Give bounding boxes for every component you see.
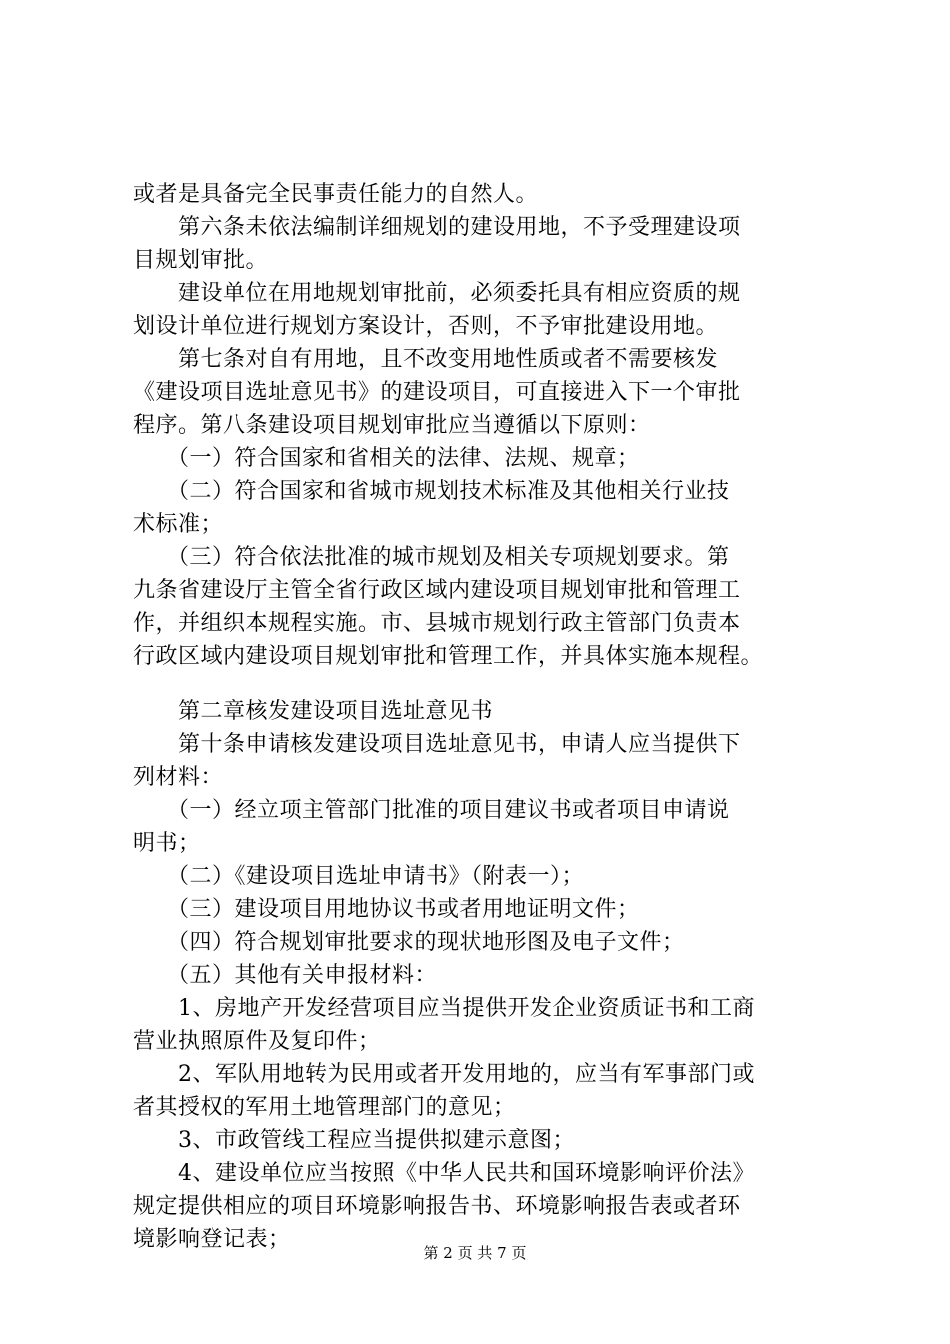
text-line: 《建设项目选址意见书》的建设项目，可直接进入下一个审批 bbox=[133, 380, 741, 405]
text-line: 目规划审批。 bbox=[133, 248, 269, 273]
text-line: （五）其他有关申报材料： bbox=[133, 963, 438, 988]
text-line: 九条省建设厅主管全省行政区域内建设项目规划审批和管理工 bbox=[133, 578, 741, 603]
chapter-heading: 第二章核发建设项目选址意见书 bbox=[133, 699, 494, 724]
text-line: （三）符合依法批准的城市规划及相关专项规划要求。第 bbox=[133, 545, 730, 570]
text-line: 营业执照原件及复印件； bbox=[133, 1029, 381, 1054]
text-line: 1、房地产开发经营项目应当提供开发企业资质证书和工商 bbox=[133, 996, 755, 1021]
text-line: 第十条申请核发建设项目选址意见书，申请人应当提供下 bbox=[133, 732, 741, 757]
text-line: （四）符合规划审批要求的现状地形图及电子文件； bbox=[133, 930, 685, 955]
text-line: 第六条未依法编制详细规划的建设用地，不予受理建设项 bbox=[133, 215, 741, 240]
text-line: （一）符合国家和省相关的法律、法规、规章； bbox=[133, 446, 640, 471]
text-line: 划设计单位进行规划方案设计，否则，不予审批建设用地。 bbox=[133, 314, 719, 339]
paragraph-gap bbox=[133, 673, 853, 695]
text-line: 术标准； bbox=[133, 512, 224, 537]
text-line: （二）《建设项目选址申请书》（附表一）； bbox=[133, 864, 585, 889]
text-line: 第七条对自有用地，且不改变用地性质或者不需要核发 bbox=[133, 347, 719, 372]
text-line: 规定提供相应的项目环境影响报告书、环境影响报告表或者环 bbox=[133, 1194, 741, 1219]
text-line: （一）经立项主管部门批准的项目建议书或者项目申请说 bbox=[133, 798, 730, 823]
text-line: 作，并组织本规程实施。市、县城市规划行政主管部门负责本 bbox=[133, 611, 741, 636]
text-line: 4、建设单位应当按照《中华人民共和国环境影响评价法》 bbox=[133, 1161, 755, 1186]
text-line: 程序。第八条建设项目规划审批应当遵循以下原则： bbox=[133, 413, 651, 438]
page-footer bbox=[0, 1243, 950, 1263]
text-line: 者其授权的军用土地管理部门的意见； bbox=[133, 1095, 516, 1120]
page-number: 第 2 页 共 7 页 bbox=[423, 1244, 527, 1262]
text-line: 列材料： bbox=[133, 765, 224, 790]
text-line: 或者是具备完全民事责任能力的自然人。 bbox=[133, 182, 539, 207]
document-body bbox=[133, 178, 853, 1256]
text-line: 2、军队用地转为民用或者开发用地的，应当有军事部门或 bbox=[133, 1062, 755, 1087]
text-line: 境影响登记表； bbox=[133, 1227, 291, 1252]
text-line: 建设单位在用地规划审批前，必须委托具有相应资质的规 bbox=[133, 281, 741, 306]
text-line: （三）建设项目用地协议书或者用地证明文件； bbox=[133, 897, 640, 922]
text-line: 行政区域内建设项目规划审批和管理工作，并具体实施本规程。 bbox=[133, 644, 764, 669]
text-line: （二）符合国家和省城市规划技术标准及其他相关行业技 bbox=[133, 479, 730, 504]
text-line: 明书； bbox=[133, 831, 201, 856]
text-line: 3、市政管线工程应当提供拟建示意图； bbox=[133, 1128, 575, 1153]
